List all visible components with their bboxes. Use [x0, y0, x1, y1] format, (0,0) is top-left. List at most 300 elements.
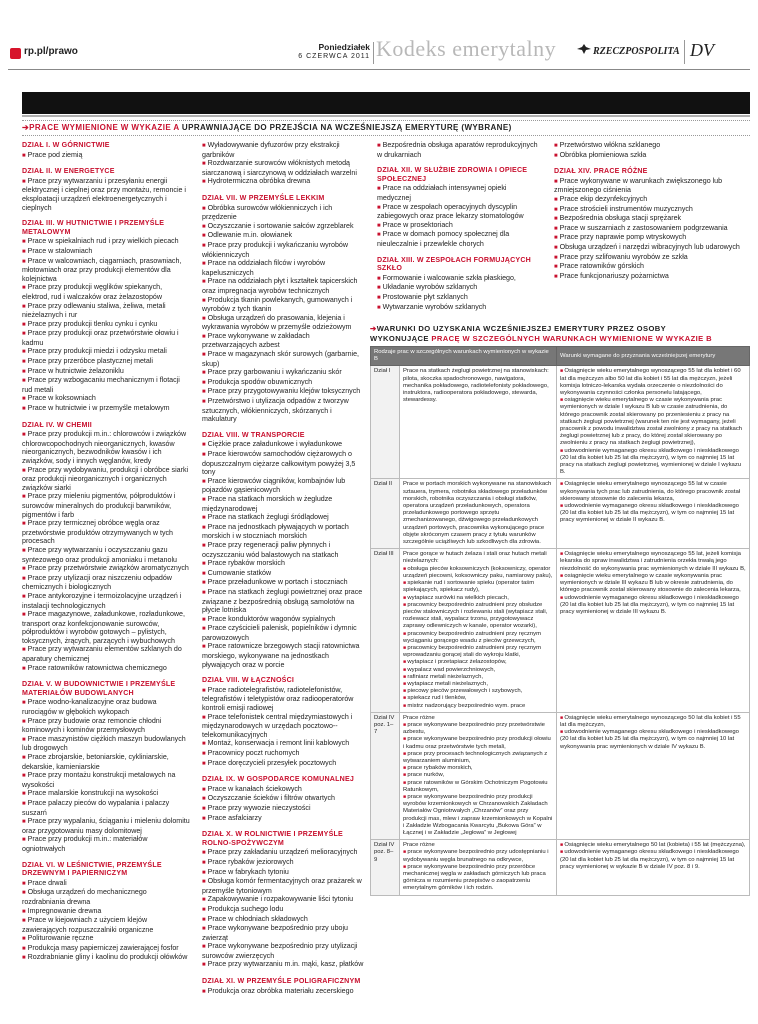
header-divider — [373, 42, 374, 64]
list-item — [202, 942, 364, 960]
bullet-icon: ■ — [22, 321, 26, 328]
list-item-text: Montaż, konserwacja i remont linii kablowych — [207, 739, 350, 748]
header-rule — [8, 69, 750, 70]
condition-text: Osiągnięcie wieku emerytalnego wynoszącego 55 lat w czasie wykonywania tych prac lub zatrudnienia, do którego pracownik został skierowany stosownie do zalecenia lekarza, — [560, 481, 741, 502]
heading-arrow-icon: ➔ — [22, 123, 30, 132]
list-item — [22, 907, 190, 917]
condition-text: Osiągnięcie wieku emerytalnego wynoszącego 55 lat dla kobiet i 60 lat dla mężczyzn albo 50 lat dla kobiet i 55 lat dla mężczyzn, jeżeli komisja lotniczo-lekarska wydała orzeczenie o niezdolności do wykonywania czynności członka personelu latającego, — [560, 368, 741, 397]
list-item — [202, 387, 364, 397]
bullet-icon: ■ — [403, 594, 408, 601]
list-item-text: Prace w kanałach ściekowych — [207, 784, 302, 793]
list-item — [22, 645, 190, 663]
bullet-icon: ■ — [403, 695, 408, 702]
table-row — [371, 549, 750, 712]
work-line — [403, 551, 553, 565]
bullet-icon: ■ — [202, 796, 206, 803]
bullet-icon: ■ — [22, 303, 26, 310]
work-text: wytapiacz i przetapiacz żelazostopów, — [407, 659, 507, 666]
work-text: prace wykonywane bezpośrednio przy przetwórstwie azbestu, — [403, 721, 545, 736]
work-text: prace rybaków morskich, — [407, 765, 473, 772]
bullet-icon: ■ — [377, 222, 381, 229]
work-text: Prace gorące w hutach żelaza i stali oraz hutach metali nieżelaznych: — [403, 551, 547, 565]
work-line — [403, 681, 553, 688]
bullet-icon: ■ — [202, 616, 206, 623]
work-text: rafiniarz metali nieżelaznych, — [407, 673, 484, 680]
rp-logo-icon — [10, 48, 21, 59]
bullet-icon: ■ — [403, 580, 408, 587]
bullet-icon: ■ — [560, 842, 565, 849]
condition-text: osiągnięcie wieku emerytalnego w czasie wykonywania prac wymienionych w dziale III wykazu B lub w okresie zatrudnienia, do którego pracownik został skierowany stosownie do zalecenia lekarza, — [560, 572, 741, 594]
list-item-text: Prace przy przetwórstwie związków aromatycznych — [27, 564, 189, 573]
row-section: Dział I — [371, 366, 400, 479]
section-heading: DZIAŁ VI. W LEŚNICTWIE, PRZEMYŚLE DRZEWNYM I PAPIERNICZYM — [22, 860, 162, 878]
black-banner — [22, 92, 750, 114]
list-item-text: Prace zbrojarskie, betoniarskie, cykliniarskie, dekarskie, kamieniarskie — [22, 753, 169, 771]
table-row — [371, 366, 750, 479]
list-item — [377, 274, 542, 284]
list-item — [377, 283, 542, 293]
list-item — [202, 450, 364, 477]
list-item — [202, 814, 364, 824]
list-item — [22, 610, 190, 645]
work-text: prace wykonywane bezpośrednio przy przeróbce mechanicznej węgla w zakładach górniczych lub praca górnicza w rozumieniu przepisów o zaopatrzeniu emerytalnym górników i ich rodzin. — [403, 863, 546, 892]
list-item — [202, 794, 364, 804]
list-item-text: Prace na oddziałach intensywnej opieki medycznej — [377, 184, 507, 202]
bullet-icon: ■ — [202, 205, 206, 212]
site-link[interactable]: rp.pl/prawo — [24, 46, 78, 57]
bullet-icon: ■ — [202, 478, 206, 485]
bullet-icon: ■ — [22, 755, 26, 761]
list-item-text: Obróbka płomieniowa szkła — [559, 150, 647, 159]
list-item — [554, 151, 744, 161]
bullet-icon: ■ — [403, 680, 408, 687]
work-line — [403, 765, 553, 772]
row-work — [400, 549, 557, 712]
section-heading: DZIAŁ XIII. W ZESPOŁACH FORMUJĄCYCH SZKŁO — [377, 255, 531, 273]
list-item-text: Prace przy regeneracji paliw płynnych i oczyszczaniu wód balastowych na statkach — [202, 540, 339, 559]
list-item — [22, 835, 190, 853]
work-text: Prace na statkach żeglugi powietrznej na stanowiskach: pilota, skoczka spadochronowego, nawigatora, mechanika pokładowego, radiotelefonisty pokładowego, instruktora, radiooperatora pokładowego, stewarda, stewardessy. — [403, 368, 549, 404]
section-title: Kodeks emerytalny — [376, 36, 557, 61]
row-conditions — [557, 549, 750, 712]
header-divider-2 — [684, 40, 685, 64]
list-item — [202, 868, 364, 878]
table-row — [371, 712, 750, 839]
list-item — [22, 320, 190, 330]
list-item-text: Cumowanie statków — [207, 568, 272, 577]
list-item — [554, 233, 744, 243]
list-item-text: Produkcja tkanin powlekanych, gumowanych i wyrobów z tych tkanin — [202, 295, 353, 314]
list-item — [22, 916, 190, 934]
list-item — [202, 624, 364, 642]
bullet-icon: ■ — [22, 349, 26, 356]
bullet-icon: ■ — [22, 331, 26, 338]
bullet-icon: ■ — [202, 879, 206, 886]
page-number: DV — [690, 40, 714, 60]
condition-text: udowodnienie wymaganego okresu składkowego i nieskładkowego (20 lat dla kobiet lub 25 lat dla mężczyzn), w tym co najmniej 15 lat pracy wymienionej w wykazie B w dziale IV poz. 8 i 9. — [560, 849, 739, 870]
bullet-icon: ■ — [202, 751, 206, 757]
bullet-icon: ■ — [202, 542, 206, 549]
bullet-icon: ■ — [560, 594, 565, 601]
list-item — [202, 804, 364, 814]
work-line — [403, 659, 553, 666]
bullet-icon: ■ — [202, 570, 206, 577]
bullet-icon: ■ — [22, 612, 26, 619]
list-item-text: Prace radiotelegrafistów, radiotelefonistów, telegrafistów i teletypistów oraz radiooperatorów kontroli emisji radiowej — [202, 685, 354, 713]
bullet-icon: ■ — [22, 700, 26, 707]
bullet-icon: ■ — [554, 206, 558, 213]
list-item — [202, 350, 364, 368]
list-item-text: Ciężkie prace załadunkowe i wyładunkowe — [207, 440, 343, 449]
bullet-icon: ■ — [560, 368, 565, 375]
list-item-text: Prace ratowników górskich — [559, 262, 644, 271]
condition-text: udowodnienie wymaganego okresu składkowego i nieskładkowego (20 lat dla kobiet lub 25 lat dla mężczyzn), w tym co najmniej 15 lat pracy na statkach żeglugi powietrznej, wymienionej w dziale I wykazu B. — [560, 447, 742, 476]
bullet-icon: ■ — [403, 565, 408, 572]
list-item-text: Impregnowanie drewna — [27, 906, 102, 915]
list-item — [202, 848, 364, 858]
bullet-icon: ■ — [377, 275, 381, 282]
list-item — [22, 817, 190, 835]
list-item-text: Bezpośrednia obsługa aparatów reprodukcyjnych w drukarniach — [377, 141, 538, 159]
bullet-icon: ■ — [403, 630, 408, 637]
bullet-icon: ■ — [22, 566, 26, 573]
bullet-icon: ■ — [22, 593, 26, 600]
list-item-text: Obsługa komór fermentacyjnych oraz prażarek w przemyśle tytoniowym — [202, 877, 362, 895]
work-line — [403, 368, 553, 404]
bullet-icon: ■ — [202, 524, 206, 531]
work-text: wytapiacz surówki na wielkich piecach, — [407, 594, 509, 601]
list-item-text: Bezpośrednia obsługa stacji sprężarek — [559, 214, 682, 223]
list-item-text: Produkcja oraz obróbka materiału zecerskiego — [207, 986, 354, 995]
table-row — [371, 840, 750, 895]
work-line — [403, 481, 553, 546]
list-item-text: Prace doręczycieli przesyłek pocztowych — [207, 758, 337, 767]
row-conditions — [557, 712, 750, 839]
bullet-icon: ■ — [22, 665, 26, 672]
bullet-icon: ■ — [22, 718, 26, 725]
bullet-icon: ■ — [202, 944, 206, 951]
bullet-icon: ■ — [22, 547, 26, 554]
work-text: Prace w portach morskich wykonywane na stanowiskach sztauera, trymera, robotnika składowego przeładunków morskich, robotnika oczyszczania i obsługi statków, operatora urządzeń przeładunkowych, operatora przeładunkowego portowego sprzętu zmechanizowanego, dźwigowego przeładunkowych urządzeń portowych, pracownika wykonującego prace objęte skróconym czasem pracy z tytułu warunków szczególnie uciążliwych lub szkodliwych dla zdrowia. — [403, 481, 552, 546]
bullet-icon: ■ — [202, 442, 206, 449]
column-2 — [202, 141, 364, 996]
bullet-icon: ■ — [202, 333, 206, 340]
list-item-text: Prace przy wypalaniu, ściąganiu i mieleniu dolomitu oraz przygotowaniu masy dolomitowej — [22, 817, 190, 835]
bullet-icon: ■ — [202, 626, 206, 633]
list-item-text: Prace przy garbowaniu i wykańczaniu skór — [207, 368, 342, 377]
bullet-icon: ■ — [403, 688, 408, 695]
column-3 — [377, 141, 542, 312]
list-item-text: Prostowanie płyt szklanych — [382, 292, 468, 301]
list-item-text: Obsługa urządzeń i narzędzi wibracyjnych lub udarowych — [559, 242, 740, 251]
heading-rest: UPRAWNIAJĄCE DO PRZEJŚCIA NA WCZEŚNIEJSZĄ EMERYTURĘ (WYBRANE) — [181, 123, 512, 132]
list-item — [22, 753, 190, 771]
bullet-icon: ■ — [202, 279, 206, 286]
work-line — [403, 736, 553, 750]
list-item — [22, 302, 190, 320]
list-item — [554, 272, 744, 282]
bullet-icon: ■ — [554, 178, 558, 185]
bullet-icon: ■ — [22, 178, 26, 185]
list-item-text: Prace przy utylizacji oraz niszczeniu odpadów chemicznych i biologicznych — [22, 573, 172, 592]
list-item — [554, 262, 744, 272]
work-text: Prace różne — [403, 714, 435, 721]
bullet-icon: ■ — [202, 515, 206, 522]
list-item — [202, 588, 364, 615]
list-item — [22, 347, 190, 357]
list-item-text: Prace przy wzbogacaniu mechanicznym i flotacji rud metali — [22, 376, 180, 394]
bullet-icon: ■ — [403, 659, 408, 666]
bullet-icon: ■ — [554, 273, 558, 280]
bullet-icon: ■ — [22, 432, 26, 439]
work-text: spiekacz rud i tlenków, — [407, 695, 467, 702]
list-item — [554, 195, 744, 205]
bullet-icon: ■ — [554, 244, 558, 251]
condition-text: udowodnienie wymaganego okresu składkowego i nieskładkowego (20 lat dla kobiet lub 25 lat dla mężczyzn), w tym co najmniej 15 lat pracy wymienionej w dziale II wykazu B. — [560, 503, 739, 524]
list-item-text: Prace ratownicze brzegowych stacji ratownictwa morskiego, wykonywane na jednostkach pływających oraz w porcie — [202, 642, 360, 669]
bullet-icon: ■ — [202, 850, 206, 857]
work-line — [403, 631, 553, 645]
list-item — [202, 241, 364, 259]
work-text: mistrz nadzorujący bezpośrednio wym. prace — [407, 702, 526, 709]
list-item — [202, 915, 364, 925]
row-conditions — [557, 479, 750, 549]
bullet-icon: ■ — [22, 239, 26, 246]
bullet-icon: ■ — [202, 869, 206, 876]
list-item-text: Prace w walcowniach, ciągarniach, prasowniach, młotowniach oraz przy produkcji elementów dla kolejnictwa — [22, 256, 182, 283]
work-line — [403, 722, 553, 736]
list-item-text: Prace wykonywane w zakładach przetwarzających azbest — [202, 331, 310, 350]
bullet-icon: ■ — [554, 254, 558, 261]
work-line — [403, 864, 553, 893]
list-item — [202, 332, 364, 350]
bullet-icon: ■ — [560, 481, 565, 488]
list-item — [202, 368, 364, 378]
row-conditions — [557, 840, 750, 895]
work-text: pracownicy bezpośrednio zatrudnieni przy obsłudze pieców stalowniczych i rozlewaniu stali (wytapiacz stali, rozlewacz stali, wypalacz trzonu, przygotowywacz zaprawy odlewniczych w kanale, operator wozarki), — [403, 601, 548, 630]
list-item — [202, 960, 364, 970]
condition-line — [560, 368, 746, 397]
row-work — [400, 712, 557, 839]
bullet-icon: ■ — [554, 196, 558, 203]
bullet-icon: ■ — [202, 223, 206, 230]
bullet-icon: ■ — [202, 859, 206, 866]
list-item-text: Wyładowywanie dyfuzorów przy ekstrakcji garbników — [202, 141, 340, 159]
list-item — [202, 231, 364, 241]
list-item-text: Odlewanie m.in. ołowianek — [207, 231, 293, 240]
heading-prefix: PRACE WYMIENIONE W WYKAZIE A — [29, 123, 180, 132]
bullet-icon: ■ — [202, 916, 206, 923]
list-item-text: Prace przy wytwarzaniu m.in. mąki, kasz, płatków — [207, 960, 364, 969]
list-item — [554, 141, 744, 151]
bullet-icon: ■ — [202, 561, 206, 568]
work-text: piecowy pieców przewałowych i szybowych, — [407, 688, 523, 695]
list-item — [22, 789, 190, 799]
list-item-text: Prace przy montażu konstrukcji metalowych na wysokości — [22, 771, 176, 789]
list-item — [22, 771, 190, 789]
bullet-icon: ■ — [377, 294, 381, 301]
list-item — [22, 698, 190, 716]
bullet-icon: ■ — [377, 285, 381, 292]
list-item — [377, 184, 542, 202]
conditions-table — [370, 346, 750, 896]
list-item — [22, 247, 190, 257]
work-text: obsługa pieców koksowniczych (koksowniczy, operator urządzeń piecowni, koksowniczy paku, namiarowy paku), — [403, 565, 553, 579]
list-item-text: Prace maszynistów ciężkich maszyn budowlanych lub drogowych — [22, 734, 186, 753]
list-item-text: Rozdwarzanie surowców włóknistych metodą siarczanową i siarczynową w oddziałach warzelni — [202, 159, 357, 177]
work-line — [403, 580, 553, 594]
list-item-text: Prace palaczy pieców do wypalania i palaczy suszarń — [22, 798, 170, 817]
bullet-icon: ■ — [202, 741, 206, 748]
bullet-icon: ■ — [202, 897, 206, 904]
bullet-icon: ■ — [22, 494, 26, 501]
bullet-icon: ■ — [403, 721, 408, 728]
bullet-icon: ■ — [202, 315, 206, 322]
list-item — [202, 739, 364, 749]
list-item — [377, 203, 542, 221]
bullet-icon: ■ — [202, 815, 206, 822]
list-item-text: Prace telefonistek central międzymiastowych i międzynarodowych w urzędach pocztowo--telekomunikacyjnych — [202, 712, 353, 739]
row-work — [400, 840, 557, 895]
list-item-text: Prace przy produkcji oraz przetwórstwie ołowiu i kadmu — [22, 329, 179, 347]
bullet-icon: ■ — [202, 786, 206, 793]
work-text: spiekanie rud i sortowanie spieku (operator taśm spiekających, spiekacz rudy), — [403, 580, 535, 594]
list-item — [202, 642, 364, 669]
bullet-icon: ■ — [202, 962, 206, 969]
bullet-icon: ■ — [377, 304, 381, 311]
row-section: Dział IV poz. 1–7 — [371, 712, 400, 839]
bullet-icon: ■ — [403, 863, 408, 870]
bullet-icon: ■ — [202, 379, 206, 386]
list-item — [202, 222, 364, 232]
condition-text: udowodnienie wymaganego okresu składkowego i nieskładkowego (20 lat dla kobiet lub 25 lat dla mężczyzn), w tym co najmniej 10 lat wykonywania prac wymienionych w dziale IV wykazu B. — [560, 729, 739, 750]
list-item — [22, 546, 190, 564]
list-item-text: Prace na statkach żeglugi powietrznej oraz prace związane z bezpośrednią obsługą samolotów na płycie lotniska — [202, 587, 363, 615]
bullet-icon: ■ — [22, 955, 26, 962]
list-item — [22, 944, 190, 954]
list-item — [202, 314, 364, 332]
list-item-text: Prace na statkach żeglugi śródlądowej — [207, 513, 329, 522]
work-text: Prace różne — [403, 842, 435, 849]
list-item-text: Obsługa urządzeń do mechanicznego rozdrabniania drewna — [22, 888, 147, 906]
column-1 — [22, 141, 190, 963]
list-item — [554, 253, 744, 263]
bullet-icon: ■ — [554, 216, 558, 223]
bullet-icon: ■ — [22, 368, 26, 375]
list-item — [377, 293, 542, 303]
list-item-text: Prace asfalciarzy — [207, 813, 262, 822]
bullet-icon: ■ — [202, 580, 206, 587]
work-line — [403, 595, 553, 602]
list-item-text: Prace w zespołach operacyjnych dyscyplin zabiegowych oraz prace lekarzy stomatologów — [377, 202, 524, 221]
list-item-text: Prace kierowców samochodów ciężarowych o dopuszczalnym ciężarze całkowitym powyżej 3,5 tony — [202, 450, 356, 477]
list-item — [202, 987, 364, 997]
work-text: prace wykonywane bezpośrednio przy produkcji wyrobów krzemionkowych w Chrzanowskich Zakładach Materiałów Ogniotrwałych „Chrzanów” oraz przy produkcji mas, mlew i zapraw krzemionkowych w Kopalni i Zakładzie Wzbogacania Kwarcytu „Bukowa Góra” w Łącznej i w Zakładzie „Jegłowa” w Jegłowej — [403, 793, 553, 836]
list-item — [202, 541, 364, 559]
list-item — [22, 879, 190, 889]
list-item — [22, 888, 190, 906]
list-item-text: Prace przy produkcji tlenku cynku i cynku — [27, 319, 158, 328]
list-item-text: Prace przy przeróbce plastycznej metali — [27, 357, 153, 366]
bullet-icon: ■ — [22, 800, 26, 807]
row-conditions — [557, 366, 750, 479]
list-item-text: Prace rybaków morskich — [207, 559, 285, 568]
bullet-icon: ■ — [554, 264, 558, 271]
list-item — [202, 159, 364, 177]
list-item-text: Prace w prosektoriach — [382, 220, 453, 229]
section-heading: DZIAŁ XI. W PRZEMYŚLE POLIGRAFICZNYM — [202, 977, 361, 986]
condition-text: Osiągnięcie wieku emerytalnego wynoszącego 55 lat, jeżeli komisja lekarska do spraw inwalidztwa i zatrudnienia orzekła trwałą jego niezdolność do wykonywania prac wymienionych w dziale III wykazu B, — [560, 551, 746, 572]
list-item — [202, 477, 364, 495]
condition-line — [560, 842, 746, 849]
list-item-text: Prace przy przygotowywaniu klejów toksycznych — [207, 387, 361, 396]
list-item-text: Prace przy odlewaniu staliwa, żeliwa, metali nieżelaznych i rur — [22, 301, 166, 320]
list-item — [22, 799, 190, 817]
bullet-icon: ■ — [22, 396, 26, 403]
list-item — [202, 858, 364, 868]
list-item — [202, 141, 364, 159]
list-item — [22, 664, 190, 674]
condition-text: udowodnienie wymaganego okresu składkowego i nieskładkowego (20 lat dla kobiet lub 25 lat dla mężczyzn), w tym co najmniej 15 lat pracy wymienionej w dziale III wykazu B. — [560, 594, 739, 615]
list-item-text: Wytwarzanie wyrobów szklanych — [382, 302, 487, 311]
bullet-icon: ■ — [202, 143, 206, 149]
section-heading: DZIAŁ II. W ENERGETYCE — [22, 167, 115, 176]
list-item — [22, 376, 190, 394]
work-line — [403, 602, 553, 631]
list-item — [554, 214, 744, 224]
bullet-icon: ■ — [202, 687, 206, 694]
work-text: wypalacz wad powierzchniowych, — [407, 666, 496, 673]
row-section: Dział II — [371, 479, 400, 549]
bullet-icon: ■ — [202, 926, 206, 933]
issue-day: Poniedziałek — [318, 42, 370, 52]
work-line — [403, 695, 553, 702]
list-item — [22, 564, 190, 574]
list-item — [554, 224, 744, 234]
list-item-text: Prace w hutnictwie żelazoniklu — [27, 366, 124, 375]
list-item — [22, 329, 190, 347]
bullet-icon: ■ — [377, 143, 381, 149]
bullet-icon: ■ — [22, 908, 26, 915]
list-item-text: Prace malarskie konstrukcji na wysokości — [27, 789, 159, 798]
condition-line — [560, 595, 746, 617]
list-item-text: Prace przy produkcji m.in.: chlorowców i związków chlorowcopochodnych nieorganicznych, kwasów nieorganicznych, bezwodników kwasów i ich związków, sody i innych węglanów, kredy — [22, 430, 187, 465]
list-item — [202, 378, 364, 388]
list-item — [202, 924, 364, 942]
list-item-text: Oczyszczanie i sortowanie sałców zgrzeblarek — [207, 221, 354, 230]
bullet-icon: ■ — [403, 601, 408, 608]
list-item-text: Prace wykonywane bezpośrednio przy uboju zwierząt — [202, 924, 349, 942]
list-item — [554, 243, 744, 253]
list-item — [22, 934, 190, 944]
work-line — [403, 645, 553, 659]
list-item-text: Prace przy wytwarzaniu i przesyłaniu energii elektrycznej i cieplnej oraz przy montażu, remoncie i eksploatacji urządzeń elektroenergetycznych i cieplnych — [22, 176, 187, 212]
bullet-icon: ■ — [377, 232, 381, 239]
list-item-text: Prace w koksowniach — [27, 394, 96, 403]
list-item — [202, 296, 364, 314]
list-item — [202, 523, 364, 541]
list-item-text: Prace ratowników ratownictwa chemicznego — [27, 663, 167, 672]
table-title — [370, 324, 750, 333]
work-text: pracownicy bezpośrednio zatrudnieni przy ręcznym wyciąganiu gorącego wsadu z pieców grzewczych, — [403, 630, 542, 644]
condition-text: osiągnięcie wieku emerytalnego w czasie wykonywania prac wymienionych w dziale I wykazu B lub w czasie zatrudnienia, do którego pracownik został skierowany po przeniesieniu z pracy na statkach żeglugi powietrznej (warunek ten nie jest wymagany, jeżeli pracownik z powodu inwalidztwa został zwolniony z pracy na statkach żeglugi powietrznej lub z pracy, do której został skierowany po zwolnieniu z pracy na statkach żeglugi powietrznej), — [560, 397, 743, 447]
list-item — [22, 953, 190, 963]
bullet-icon: ■ — [202, 988, 206, 995]
list-item-text: Prace wodno-kanalizacyjne oraz budowa rurociągów w głębokich wykopach — [22, 698, 157, 717]
list-heading — [22, 123, 750, 132]
column-4 — [554, 141, 744, 281]
bullet-icon: ■ — [22, 918, 26, 925]
